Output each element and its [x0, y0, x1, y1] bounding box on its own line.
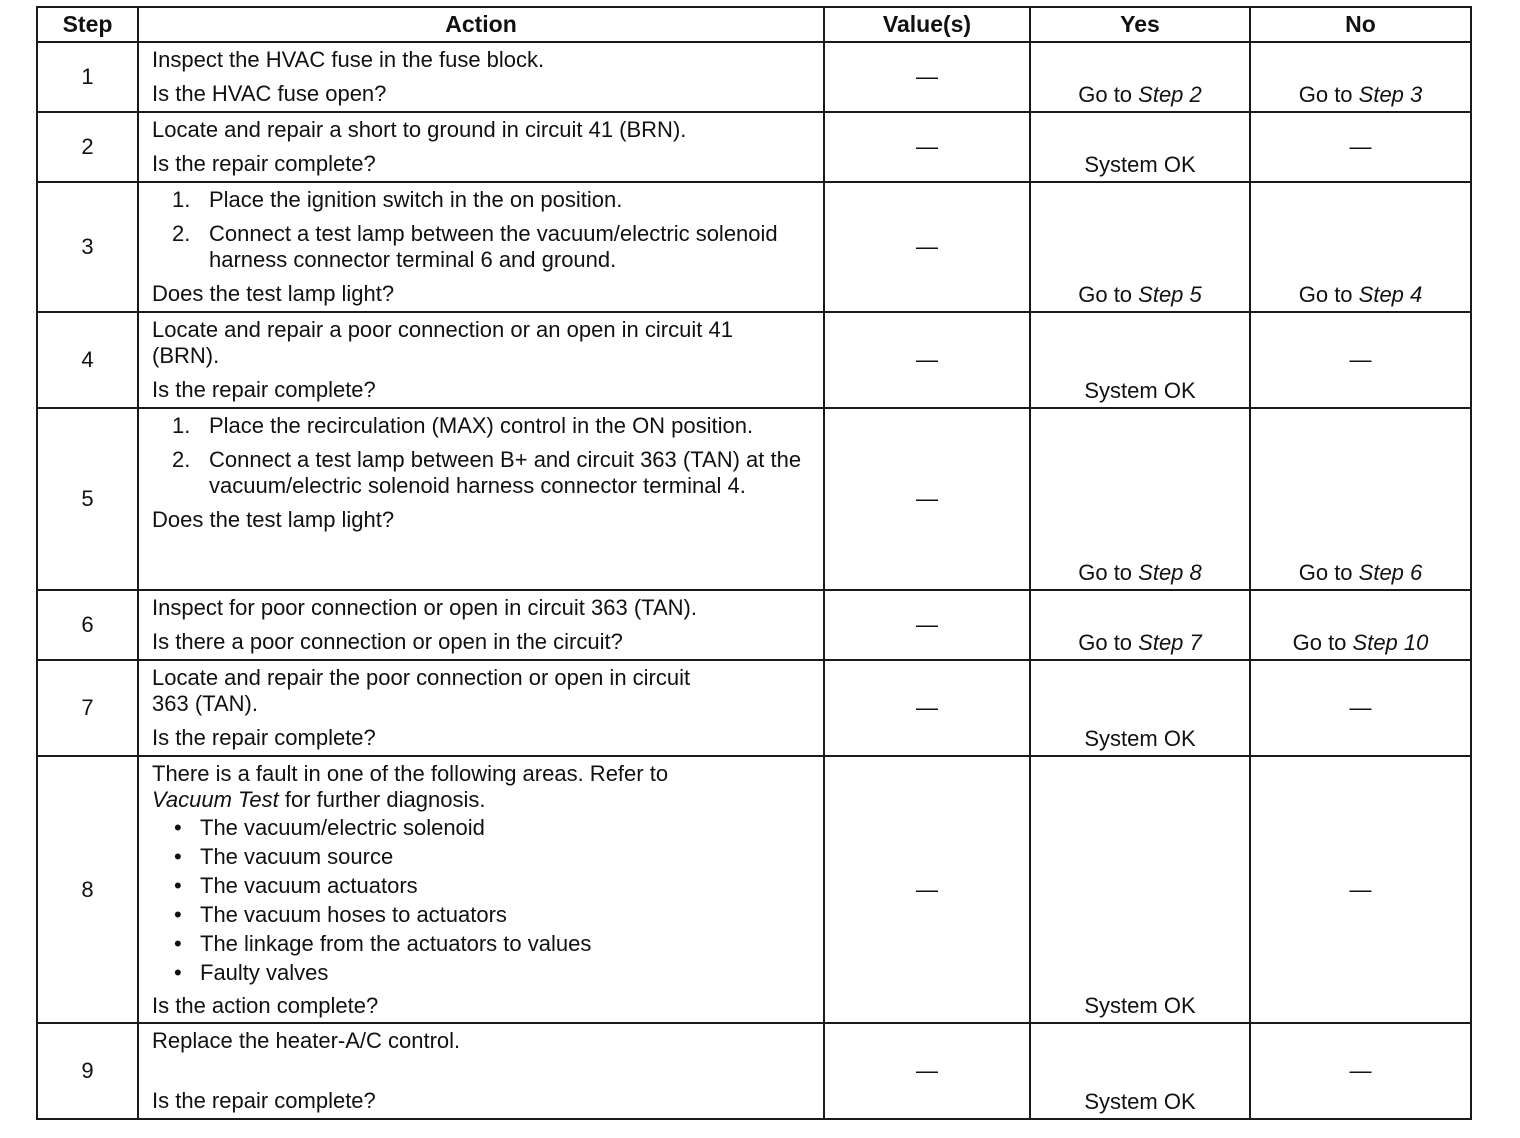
value-cell: — — [824, 590, 1030, 660]
list-item: • The linkage from the actuators to values — [152, 929, 811, 958]
action-text: Inspect the HVAC fuse in the fuse block. — [152, 47, 545, 72]
action-text: Locate and repair a poor connection or an open in circuit 41 (BRN). — [152, 317, 733, 368]
yes-step-link[interactable]: Step 7 — [1138, 630, 1202, 655]
step-number: 3 — [37, 182, 138, 312]
yes-cell: System OK — [1030, 312, 1250, 408]
no-cell: — — [1250, 312, 1471, 408]
step-number: 2 — [37, 112, 138, 182]
table-row — [37, 112, 1471, 182]
procedure-item — [152, 221, 811, 273]
action-cell — [138, 312, 824, 408]
diagnostic-table — [36, 6, 1472, 1120]
action-text: Inspect for poor connection or open in circuit 363 (TAN). — [152, 595, 697, 620]
action-question: Is the HVAC fuse open? — [152, 81, 387, 106]
yes-step-link[interactable]: Step 5 — [1138, 282, 1202, 307]
value-cell: — — [824, 660, 1030, 756]
table-row — [37, 1023, 1471, 1119]
header-step: Step — [37, 7, 138, 42]
yes-step-link[interactable]: Step 2 — [1138, 82, 1202, 107]
no-cell: — — [1250, 660, 1471, 756]
no-cell: — — [1250, 1023, 1471, 1119]
header-values: Value(s) — [824, 7, 1030, 42]
action-cell — [138, 408, 824, 590]
action-cell — [138, 756, 824, 1023]
no-prefix: Go to — [1298, 282, 1359, 307]
procedure-text: Place the recirculation (MAX) control in the ON position. — [209, 413, 754, 438]
no-prefix: Go to — [1298, 82, 1359, 107]
action-text — [152, 761, 811, 813]
procedure-item — [152, 413, 811, 439]
no-prefix: Go to — [1292, 630, 1353, 655]
no-cell: — — [1250, 756, 1471, 1023]
list-item: • The vacuum hoses to actuators — [152, 900, 811, 929]
action-text-outro: for further diagnosis. — [278, 787, 486, 812]
header-action: Action — [138, 7, 824, 42]
procedure-list — [152, 413, 811, 499]
yes-cell: System OK — [1030, 660, 1250, 756]
table-row — [37, 590, 1471, 660]
no-cell — [1250, 590, 1471, 660]
yes-prefix: Go to — [1078, 630, 1139, 655]
yes-cell — [1030, 590, 1250, 660]
yes-prefix: Go to — [1078, 282, 1139, 307]
procedure-item — [152, 187, 811, 213]
action-cell — [138, 660, 824, 756]
action-text: Replace the heater-A/C control. — [152, 1028, 461, 1053]
yes-cell — [1030, 182, 1250, 312]
no-step-link[interactable]: Step 4 — [1358, 282, 1423, 307]
list-item: • The vacuum source — [152, 842, 811, 871]
step-number: 5 — [37, 408, 138, 590]
step-number: 7 — [37, 660, 138, 756]
step-number: 4 — [37, 312, 138, 408]
value-cell: — — [824, 312, 1030, 408]
procedure-number: 2. — [172, 221, 191, 246]
step-number: 8 — [37, 756, 138, 1023]
fault-area-list — [152, 813, 811, 987]
procedure-list — [152, 187, 811, 273]
header-row — [37, 7, 1471, 42]
yes-cell: System OK — [1030, 756, 1250, 1023]
action-question: Is there a poor connection or open in the circuit? — [152, 629, 623, 654]
list-item: • The vacuum actuators — [152, 871, 811, 900]
action-text: Locate and repair the poor connection or open in circuit 363 (TAN). — [152, 665, 691, 716]
action-text-intro: There is a fault in one of the following areas. Refer to — [152, 761, 669, 786]
action-cell — [138, 1023, 824, 1119]
value-cell: — — [824, 1023, 1030, 1119]
value-cell: — — [824, 42, 1030, 112]
no-step-link[interactable]: Step 3 — [1358, 82, 1423, 107]
action-question: Is the action complete? — [152, 993, 379, 1018]
yes-cell — [1030, 42, 1250, 112]
table-row — [37, 408, 1471, 590]
procedure-number: 2. — [172, 447, 191, 472]
no-step-link[interactable]: Step 10 — [1352, 630, 1429, 655]
no-cell: — — [1250, 112, 1471, 182]
action-cell — [138, 182, 824, 312]
table-row — [37, 660, 1471, 756]
yes-cell — [1030, 408, 1250, 590]
step-number: 6 — [37, 590, 138, 660]
yes-step-link[interactable]: Step 8 — [1138, 560, 1202, 585]
action-cell — [138, 42, 824, 112]
step-number: 9 — [37, 1023, 138, 1119]
no-cell — [1250, 408, 1471, 590]
value-cell: — — [824, 112, 1030, 182]
yes-cell: System OK — [1030, 1023, 1250, 1119]
procedure-text: Connect a test lamp between the vacuum/electric solenoid harness connector terminal 6 and ground. — [209, 221, 778, 272]
action-text: Locate and repair a short to ground in circuit 41 (BRN). — [152, 117, 687, 142]
action-question: Is the repair complete? — [152, 725, 376, 750]
yes-cell: System OK — [1030, 112, 1250, 182]
procedure-item — [152, 447, 811, 499]
no-cell — [1250, 182, 1471, 312]
value-cell: — — [824, 756, 1030, 1023]
yes-prefix: Go to — [1078, 82, 1139, 107]
no-prefix: Go to — [1298, 560, 1359, 585]
action-cell — [138, 112, 824, 182]
no-cell — [1250, 42, 1471, 112]
action-question: Does the test lamp light? — [152, 281, 395, 306]
header-yes: Yes — [1030, 7, 1250, 42]
action-question: Does the test lamp light? — [152, 507, 395, 532]
procedure-text: Connect a test lamp between B+ and circuit 363 (TAN) at the vacuum/electric solenoid harness connector terminal 4. — [209, 447, 802, 498]
action-question: Is the repair complete? — [152, 151, 376, 176]
action-question: Is the repair complete? — [152, 1088, 376, 1113]
yes-prefix: Go to — [1078, 560, 1139, 585]
header-no: No — [1250, 7, 1471, 42]
procedure-number: 1. — [172, 187, 191, 212]
no-step-link[interactable]: Step 6 — [1358, 560, 1423, 585]
action-question: Is the repair complete? — [152, 377, 376, 402]
vacuum-test-link[interactable]: Vacuum Test — [152, 787, 279, 812]
value-cell: — — [824, 408, 1030, 590]
procedure-number: 1. — [172, 413, 191, 438]
table-row — [37, 756, 1471, 1023]
table-row — [37, 42, 1471, 112]
table-row — [37, 182, 1471, 312]
table-row — [37, 312, 1471, 408]
action-cell — [138, 590, 824, 660]
step-number: 1 — [37, 42, 138, 112]
value-cell: — — [824, 182, 1030, 312]
list-item: • The vacuum/electric solenoid — [152, 813, 811, 842]
procedure-text: Place the ignition switch in the on position. — [209, 187, 623, 212]
list-item: • Faulty valves — [152, 958, 811, 987]
